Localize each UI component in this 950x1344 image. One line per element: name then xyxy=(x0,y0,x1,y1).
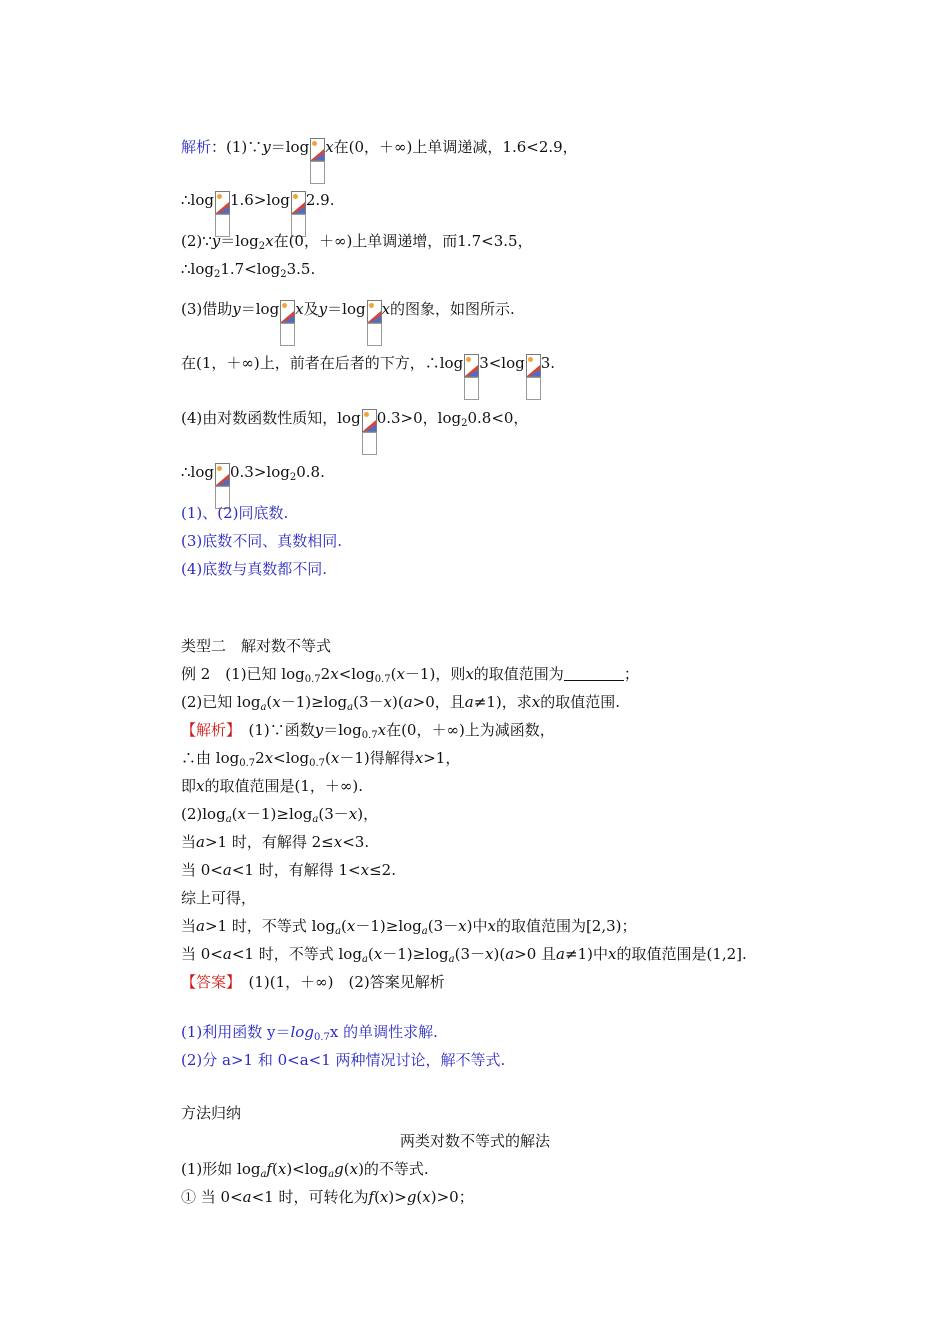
solution-label: 解析 xyxy=(181,138,212,156)
formula-image-placeholder xyxy=(464,354,478,400)
answer-blank xyxy=(564,666,624,681)
analysis-line-3: 即x的取值范围是(1，＋∞). xyxy=(181,777,363,795)
hint-line-1: (1)利用函数 $y=\log_{0.7}x$ 的单调性求解. xyxy=(181,1023,438,1043)
solution-line-1: 解析：(1)∵y＝log x在(0，＋∞)上单调递减，1.6<2.9， xyxy=(181,137,578,184)
analysis-line-5: 当a>1 时，有解得 2≤x<3. xyxy=(181,833,370,851)
method-line-2: ① 当 0<a<1 时，可转化为f(x)>g(x)>0； xyxy=(181,1188,474,1206)
note-line-1: (1)、(2)同底数. xyxy=(181,504,289,522)
answer-line: 【答案】 (1)(1，＋∞) (2)答案见解析 xyxy=(181,973,445,991)
example-line-2: (2)已知 $\log_a(x-1)\ge\log_a(3-x)(a>0$，且a≠1)，求x的取值范围. xyxy=(181,693,620,713)
answer-label: 【答案】 xyxy=(181,973,234,991)
solution-line-3: $(2)\because y=\log_2x$在(0，＋∞)上单调递增，而1.7<3.5， xyxy=(181,232,533,252)
solution-line-2: ∴log 1.6>log 2.9. xyxy=(181,190,334,237)
solution-line-8: ∴log $0.3>\log_20.8$. xyxy=(181,462,325,509)
formula-image-placeholder xyxy=(367,300,381,346)
method-heading: 方法归纳 xyxy=(181,1104,242,1122)
solution-line-7: (4)由对数函数性质知，log 0.3>0，$\log_20.8<0$， xyxy=(181,408,528,455)
analysis-line-4: $(2)\log_a(x-1)\ge\log_a(3-x)$， xyxy=(181,805,379,825)
formula-image-placeholder xyxy=(280,300,294,346)
analysis-line-8: 当a>1 时，不等式 $\log_a(x-1)\ge\log_a(3-x)$中x的取值范围为[2,3)； xyxy=(181,917,637,937)
section-heading: 类型二 解对数不等式 xyxy=(181,637,332,655)
hint-line-2: (2)分 a>1 和 0<a<1 两种情况讨论，解不等式. xyxy=(181,1051,506,1069)
method-title: 两类对数不等式的解法 xyxy=(399,1132,550,1150)
method-line-1: (1)形如 $\log_af(x)<\log_ag(x)$的不等式. xyxy=(181,1160,429,1180)
formula-image-placeholder xyxy=(310,138,324,184)
example-line-1: 例 2 (1)已知 $\log_{0.7}2x<\log_{0.7}(x-1)$，则x的取值范围为 ； xyxy=(181,665,639,685)
analysis-line-7: 综上可得， xyxy=(181,889,257,907)
analysis-line-2: ∴由 $\log_{0.7}2x<\log_{0.7}(x-1)$得解得x>1， xyxy=(181,749,461,769)
solution-line-5: (3)借助y＝log x及y＝log x的图象，如图所示. xyxy=(181,299,515,346)
solution-line-4: $\therefore\log_21.7<\log_23.5$. xyxy=(181,260,316,280)
solution-line-6: 在(1，＋∞)上，前者在后者的下方，∴log 3<log 3. xyxy=(181,353,555,400)
note-line-3: (4)底数与真数都不同. xyxy=(181,560,328,578)
analysis-line-9: 当 0<a<1 时，不等式 $\log_a(x-1)\ge\log_a(3-x)(a>0$ 且a≠1)中x的取值范围是(1,2]. xyxy=(181,945,747,965)
analysis-line-6: 当 0<a<1 时，有解得 1<x≤2. xyxy=(181,861,396,879)
analysis-label: 【解析】 xyxy=(181,721,234,739)
formula-image-placeholder xyxy=(526,354,540,400)
formula-image-placeholder xyxy=(362,409,376,455)
note-line-2: (3)底数不同、真数相同. xyxy=(181,532,343,550)
analysis-line-1: 【解析】 (1)∵函数$y=\log_{0.7}x$在(0，＋∞)上为减函数， xyxy=(181,721,555,741)
